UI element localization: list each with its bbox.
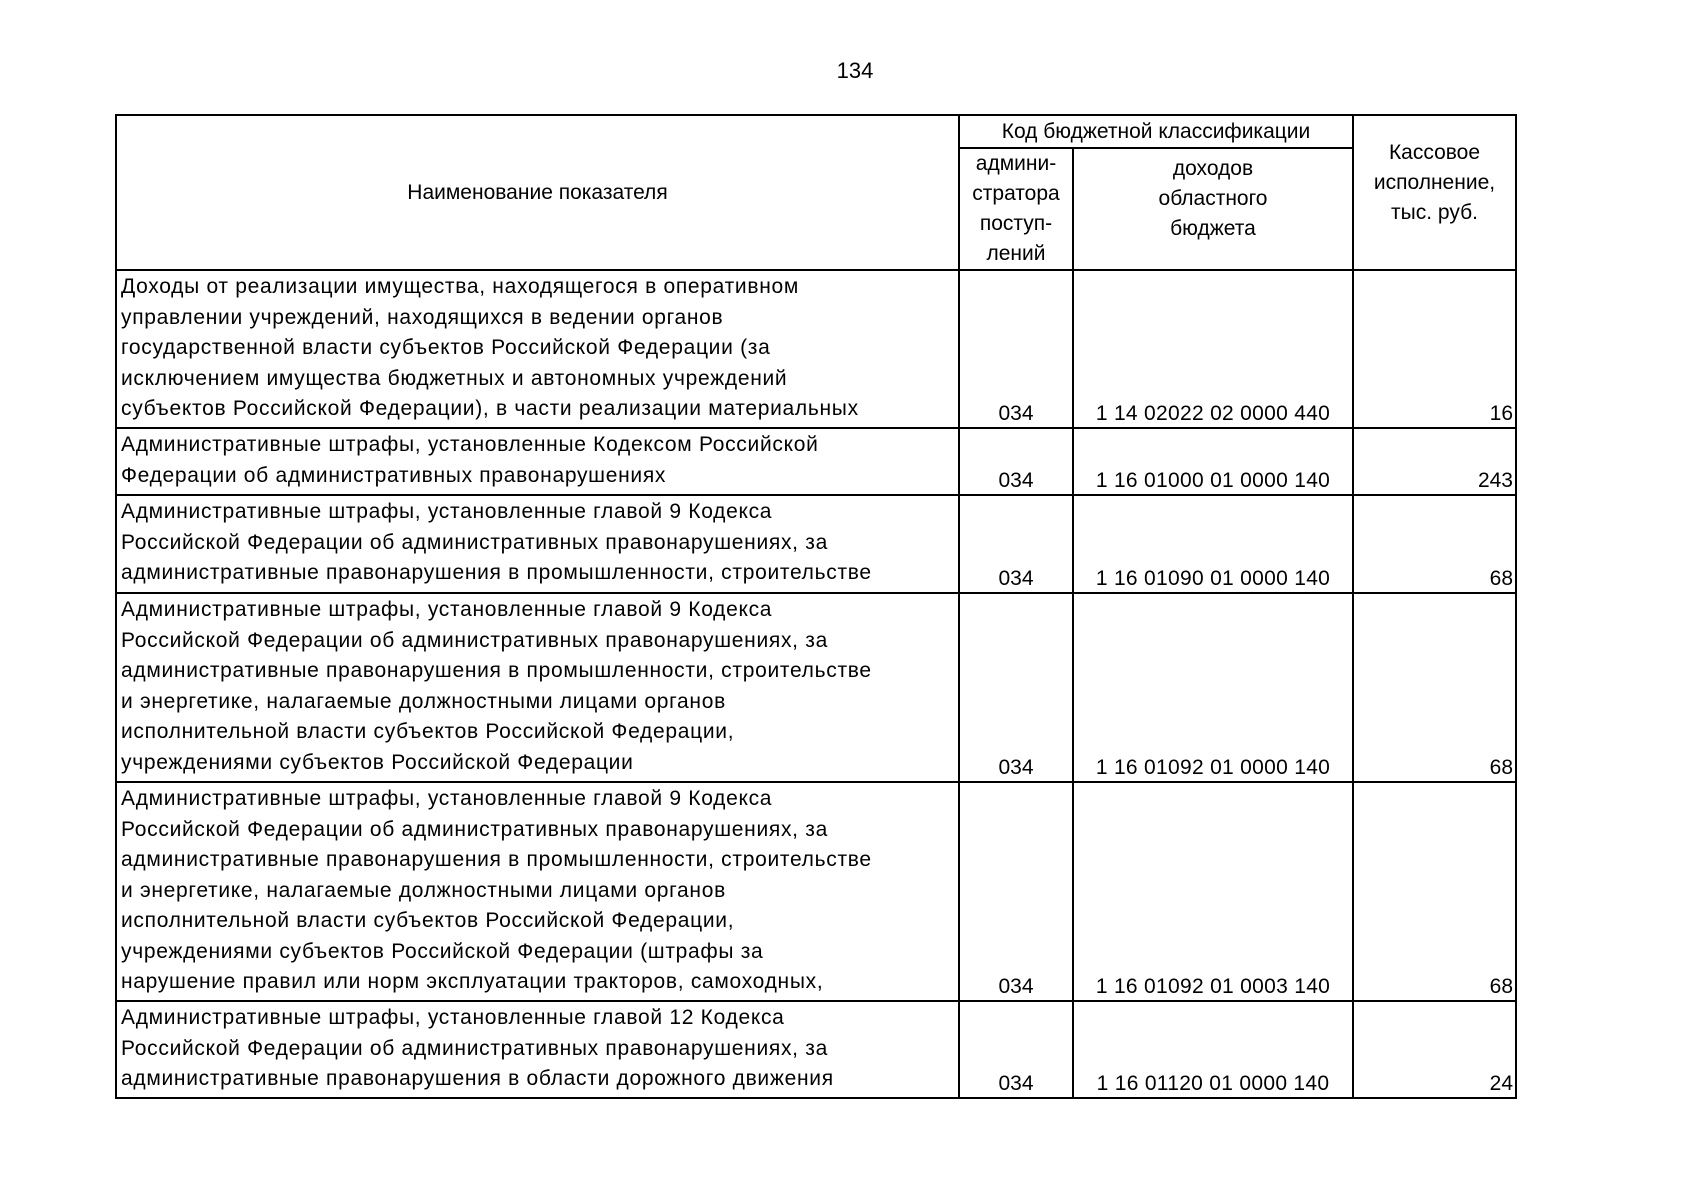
row-income-code: 1 16 01092 01 0000 140 [1073,593,1353,782]
row-admin-code: 034 [959,270,1073,428]
page-number: 134 [836,58,874,83]
row-admin-code: 034 [959,593,1073,782]
row-amount: 68 [1353,782,1516,1001]
table-row [116,428,1516,495]
row-admin-code: 034 [959,782,1073,1001]
row-income-code: 1 16 01092 01 0003 140 [1073,782,1353,1001]
row-income-code: 1 16 01120 01 0000 140 [1073,1001,1353,1098]
column-header-administrator: админи- стратора поступ- лений [959,148,1073,270]
row-amount: 243 [1353,428,1516,495]
row-name: Административные штрафы, установленные главой 9 Кодекса Российской Федерации об административных правонарушениях, за административные правонарушения в промышленности, строительстве [116,495,959,593]
table-row [116,495,1516,593]
row-amount: 68 [1353,593,1516,782]
budget-table [115,114,1517,1099]
column-header-name: Наименование показателя [116,115,959,270]
row-admin-code: 034 [959,428,1073,495]
row-name: Административные штрафы, установленные главой 12 Кодекса Российской Федерации об административных правонарушениях, за административные правонарушения в области дорожного движения [116,1001,959,1098]
row-name: Доходы от реализации имущества, находящегося в оперативном управлении учреждений, находящихся в ведении органов государственной власти субъектов Российской Федерации (за исключением имущества бюджетных и автономных учреждений субъектов Российской Федерации), в части реализации материальных [116,270,959,428]
table-row [116,270,1516,428]
row-income-code: 1 14 02022 02 0000 440 [1073,270,1353,428]
table-row [116,593,1516,782]
row-name: Административные штрафы, установленные главой 9 Кодекса Российской Федерации об административных правонарушениях, за административные правонарушения в промышленности, строительстве и энергетике, налагаемые должностными лицами органов исполнительной власти субъектов Российской Федерации, учреждениями субъектов Российской Федерации [116,593,959,782]
row-amount: 24 [1353,1001,1516,1098]
table-row [116,1001,1516,1098]
row-amount: 68 [1353,495,1516,593]
row-income-code: 1 16 01000 01 0000 140 [1073,428,1353,495]
row-name: Административные штрафы, установленные главой 9 Кодекса Российской Федерации об административных правонарушениях, за административные правонарушения в промышленности, строительстве и энергетике, налагаемые должностными лицами органов исполнительной власти субъектов Российской Федерации, учреждениями субъектов Российской Федерации (штрафы за нарушение правил или норм эксплуатации тракторов, самоходных, [116,782,959,1001]
row-amount: 16 [1353,270,1516,428]
column-header-cash-execution: Кассовое исполнение, тыс. руб. [1353,115,1516,270]
row-admin-code: 034 [959,495,1073,593]
row-name: Административные штрафы, установленные Кодексом Российской Федерации об административных правонарушениях [116,428,959,495]
table-header [116,115,1516,270]
column-header-income-code: доходов областного бюджета [1073,148,1353,270]
column-header-classification: Код бюджетной классификации [959,115,1353,148]
row-income-code: 1 16 01090 01 0000 140 [1073,495,1353,593]
table-body [116,270,1516,1098]
table-row [116,782,1516,1001]
row-admin-code: 034 [959,1001,1073,1098]
